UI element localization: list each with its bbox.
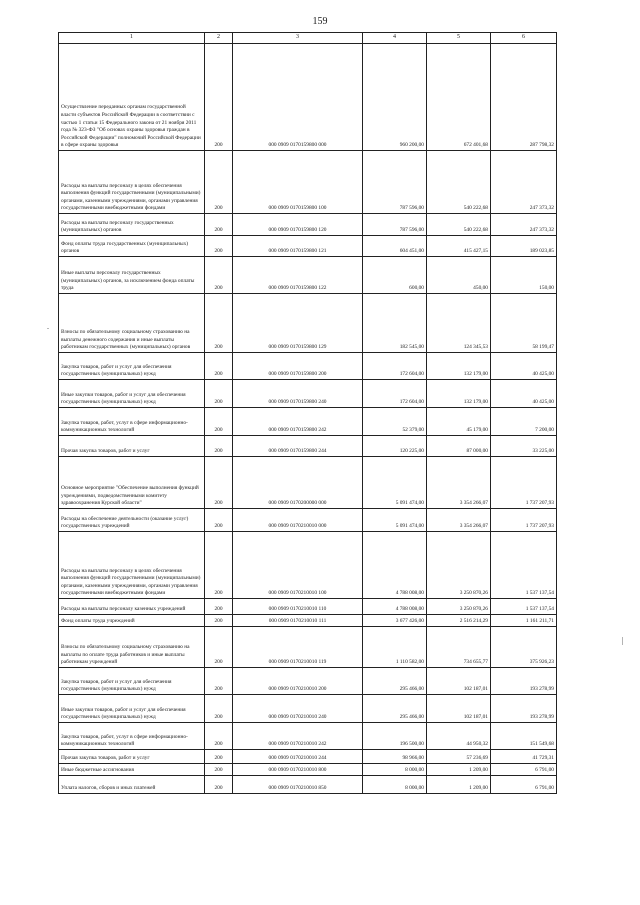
row-unexecuted-amount: 1 537 137,54 — [491, 599, 557, 615]
table-row — [59, 668, 557, 695]
row-classification-code: 000 0909 0170210010 000 — [233, 509, 363, 532]
row-approved-amount: 196 500,00 — [363, 723, 427, 750]
row-name: Уплата налогов, сборов и иных платежей — [59, 776, 205, 794]
row-unexecuted-amount: 1 737 207,93 — [491, 509, 557, 532]
row-executed-amount: 3 250 870,26 — [427, 532, 491, 599]
row-line-code: 200 — [205, 44, 233, 151]
row-unexecuted-amount: 151 549,68 — [491, 723, 557, 750]
column-header: 6 — [491, 33, 557, 44]
table-row — [59, 436, 557, 457]
row-executed-amount: 102 187,01 — [427, 668, 491, 695]
row-unexecuted-amount: 40 425,00 — [491, 353, 557, 380]
row-executed-amount: 3 250 870,26 — [427, 599, 491, 615]
row-approved-amount: 787 596,00 — [363, 151, 427, 214]
row-line-code: 200 — [205, 436, 233, 457]
row-unexecuted-amount: 1 537 137,54 — [491, 532, 557, 599]
table-row — [59, 457, 557, 509]
row-unexecuted-amount: 150,00 — [491, 257, 557, 294]
row-approved-amount: 98 966,00 — [363, 750, 427, 764]
page-number: 159 — [312, 16, 328, 27]
row-executed-amount: 672 401,68 — [427, 44, 491, 151]
row-line-code: 200 — [205, 599, 233, 615]
row-name: Иные бюджетные ассигнования — [59, 764, 205, 776]
table-row — [59, 353, 557, 380]
row-unexecuted-amount: 193 278,99 — [491, 695, 557, 723]
row-unexecuted-amount: 41 729,31 — [491, 750, 557, 764]
row-approved-amount: 8 000,00 — [363, 776, 427, 794]
row-classification-code: 000 0909 0170210010 119 — [233, 627, 363, 668]
row-executed-amount: 44 950,32 — [427, 723, 491, 750]
row-approved-amount: 5 091 474,00 — [363, 509, 427, 532]
row-name: Иные закупки товаров, работ и услуг для обеспечения государственных (муниципальных) нужд — [59, 695, 205, 723]
table-row — [59, 257, 557, 294]
row-classification-code: 000 0909 0170200000 000 — [233, 457, 363, 509]
row-approved-amount: 295 466,00 — [363, 668, 427, 695]
row-executed-amount: 57 236,69 — [427, 750, 491, 764]
row-unexecuted-amount: 287 798,32 — [491, 44, 557, 151]
row-executed-amount: 102 187,01 — [427, 695, 491, 723]
row-approved-amount: 4 788 008,00 — [363, 532, 427, 599]
row-unexecuted-amount: 1 161 211,71 — [491, 615, 557, 627]
row-approved-amount: 787 596,00 — [363, 214, 427, 236]
row-line-code: 200 — [205, 236, 233, 257]
row-executed-amount: 2 516 214,29 — [427, 615, 491, 627]
row-name: Расходы на выплаты персоналу в целях обеспечения выполнения функций государственными (муниципальными) органами, казенными учреждениями, органами управления государственными внебюджетными фондами — [59, 151, 205, 214]
row-line-code: 200 — [205, 353, 233, 380]
row-name: Расходы на выплаты персоналу в целях обеспечения выполнения функций государственными (муниципальными) органами, казенными учреждениями, органами управления государственными внебюджетными фондами — [59, 532, 205, 599]
row-line-code: 200 — [205, 214, 233, 236]
row-classification-code: 000 0909 0170159800 122 — [233, 257, 363, 294]
row-line-code: 200 — [205, 695, 233, 723]
row-approved-amount: 172 604,00 — [363, 353, 427, 380]
row-line-code: 200 — [205, 723, 233, 750]
row-classification-code: 000 0909 0170210010 200 — [233, 668, 363, 695]
row-name: Иные закупки товаров, работ и услуг для обеспечения государственных (муниципальных) нужд — [59, 380, 205, 408]
row-executed-amount: 124 345,53 — [427, 294, 491, 353]
row-approved-amount: 5 091 474,00 — [363, 457, 427, 509]
table-row — [59, 532, 557, 599]
row-line-code: 200 — [205, 380, 233, 408]
row-executed-amount: 1 209,00 — [427, 764, 491, 776]
row-name: Прочая закупка товаров, работ и услуг — [59, 750, 205, 764]
row-line-code: 200 — [205, 627, 233, 668]
column-header: 4 — [363, 33, 427, 44]
row-classification-code: 000 0909 0170210010 244 — [233, 750, 363, 764]
row-executed-amount: 3 354 266,07 — [427, 509, 491, 532]
row-unexecuted-amount: 375 926,23 — [491, 627, 557, 668]
row-classification-code: 000 0909 0170159800 100 — [233, 151, 363, 214]
margin-mark: . — [47, 322, 49, 331]
row-executed-amount: 3 354 266,07 — [427, 457, 491, 509]
table-row — [59, 695, 557, 723]
row-unexecuted-amount: 58 199,47 — [491, 294, 557, 353]
table-row — [59, 294, 557, 353]
row-approved-amount: 960 200,00 — [363, 44, 427, 151]
column-header: 5 — [427, 33, 491, 44]
row-approved-amount: 52 379,00 — [363, 408, 427, 436]
row-approved-amount: 295 466,00 — [363, 695, 427, 723]
row-approved-amount: 4 788 008,00 — [363, 599, 427, 615]
table-row — [59, 214, 557, 236]
row-name: Взносы по обязательному социальному страхованию на выплаты денежного содержания и иные выплаты работникам государственных (муниципальных) органов — [59, 294, 205, 353]
row-unexecuted-amount: 1 737 207,93 — [491, 457, 557, 509]
row-name: Закупка товаров, работ и услуг для обеспечения государственных (муниципальных) нужд — [59, 668, 205, 695]
row-classification-code: 000 0909 0170210010 111 — [233, 615, 363, 627]
row-classification-code: 000 0909 0170159800 200 — [233, 353, 363, 380]
column-header: 2 — [205, 33, 233, 44]
row-line-code: 200 — [205, 509, 233, 532]
row-name: Закупка товаров, работ и услуг для обеспечения государственных (муниципальных) нужд — [59, 353, 205, 380]
table-row — [59, 627, 557, 668]
row-approved-amount: 120 225,00 — [363, 436, 427, 457]
row-name: Осуществление переданных органам государственной власти субъектов Российской Федерации в соответствии с частью 1 статьи 15 Федерального закона от 21 ноября 2011 года № 323-ФЗ "Об основах охраны здоровья граждан в Российской Федерации" полномочий Российской Федерации в сфере охраны здоровья — [59, 44, 205, 151]
row-classification-code: 000 0909 0170159800 240 — [233, 380, 363, 408]
table-row — [59, 599, 557, 615]
row-line-code: 200 — [205, 750, 233, 764]
row-classification-code: 000 0909 0170210010 800 — [233, 764, 363, 776]
row-unexecuted-amount: 189 023,85 — [491, 236, 557, 257]
table-row — [59, 151, 557, 214]
row-classification-code: 000 0909 0170210010 100 — [233, 532, 363, 599]
row-unexecuted-amount: 247 373,32 — [491, 214, 557, 236]
row-classification-code: 000 0909 0170159800 120 — [233, 214, 363, 236]
row-executed-amount: 45 179,00 — [427, 408, 491, 436]
row-unexecuted-amount: 193 278,99 — [491, 668, 557, 695]
row-line-code: 200 — [205, 532, 233, 599]
row-line-code: 200 — [205, 457, 233, 509]
row-executed-amount: 1 209,00 — [427, 776, 491, 794]
row-name: Фонд оплаты труда государственных (муниципальных) органов — [59, 236, 205, 257]
row-name: Основное мероприятие "Обеспечение выполнения функций учреждениями, подведомственными комитету здравоохранения Курской области" — [59, 457, 205, 509]
row-name: Расходы на выплаты персоналу государственных (муниципальных) органов — [59, 214, 205, 236]
row-unexecuted-amount: 6 791,00 — [491, 764, 557, 776]
row-classification-code: 000 0909 0170159800 129 — [233, 294, 363, 353]
column-header: 3 — [233, 33, 363, 44]
table-row — [59, 750, 557, 764]
row-name: Взносы по обязательному социальному страхованию на выплаты по оплате труда работников и иные выплаты работникам учреждений — [59, 627, 205, 668]
column-number-header — [59, 33, 557, 44]
row-line-code: 200 — [205, 668, 233, 695]
row-name: Расходы на обеспечение деятельности (оказание услуг) государственных учреждений — [59, 509, 205, 532]
row-line-code: 200 — [205, 257, 233, 294]
row-name: Прочая закупка товаров, работ и услуг — [59, 436, 205, 457]
table-row — [59, 615, 557, 627]
row-classification-code: 000 0909 0170159800 000 — [233, 44, 363, 151]
row-line-code: 200 — [205, 151, 233, 214]
row-executed-amount: 450,00 — [427, 257, 491, 294]
row-name: Закупка товаров, работ, услуг в сфере информационно-коммуникационных технологий — [59, 408, 205, 436]
row-name: Фонд оплаты труда учреждений — [59, 615, 205, 627]
row-approved-amount: 182 545,00 — [363, 294, 427, 353]
table-row — [59, 509, 557, 532]
row-approved-amount: 3 677 426,00 — [363, 615, 427, 627]
row-approved-amount: 1 110 582,00 — [363, 627, 427, 668]
table-row — [59, 723, 557, 750]
row-classification-code: 000 0909 0170159800 121 — [233, 236, 363, 257]
row-unexecuted-amount: 247 373,32 — [491, 151, 557, 214]
row-executed-amount: 540 222,68 — [427, 214, 491, 236]
row-classification-code: 000 0909 0170210010 110 — [233, 599, 363, 615]
row-approved-amount: 604 451,00 — [363, 236, 427, 257]
row-approved-amount: 8 000,00 — [363, 764, 427, 776]
row-name: Закупка товаров, работ, услуг в сфере информационно-коммуникационных технологий — [59, 723, 205, 750]
row-classification-code: 000 0909 0170210010 242 — [233, 723, 363, 750]
row-approved-amount: 600,00 — [363, 257, 427, 294]
row-executed-amount: 132 179,00 — [427, 380, 491, 408]
row-classification-code: 000 0909 0170210010 240 — [233, 695, 363, 723]
table-row — [59, 380, 557, 408]
table-row — [59, 764, 557, 776]
row-unexecuted-amount: 6 791,00 — [491, 776, 557, 794]
column-header: 1 — [59, 33, 205, 44]
table-row — [59, 776, 557, 794]
table-row — [59, 408, 557, 436]
row-classification-code: 000 0909 0170159800 242 — [233, 408, 363, 436]
budget-execution-table — [58, 32, 557, 794]
row-unexecuted-amount: 33 225,00 — [491, 436, 557, 457]
table-row — [59, 44, 557, 151]
row-line-code: 200 — [205, 408, 233, 436]
table-row — [59, 236, 557, 257]
row-approved-amount: 172 604,00 — [363, 380, 427, 408]
row-executed-amount: 734 655,77 — [427, 627, 491, 668]
row-executed-amount: 540 222,68 — [427, 151, 491, 214]
row-line-code: 200 — [205, 294, 233, 353]
row-name: Расходы на выплаты персоналу казенных учреждений — [59, 599, 205, 615]
row-line-code: 200 — [205, 776, 233, 794]
row-classification-code: 000 0909 0170159800 244 — [233, 436, 363, 457]
row-line-code: 200 — [205, 764, 233, 776]
margin-mark: | — [622, 636, 624, 645]
row-executed-amount: 132 179,00 — [427, 353, 491, 380]
row-name: Иные выплаты персоналу государственных (муниципальных) органов, за исключением фонда оплаты труда — [59, 257, 205, 294]
row-line-code: 200 — [205, 615, 233, 627]
row-unexecuted-amount: 7 200,00 — [491, 408, 557, 436]
row-executed-amount: 87 000,00 — [427, 436, 491, 457]
row-unexecuted-amount: 40 425,00 — [491, 380, 557, 408]
row-executed-amount: 415 427,15 — [427, 236, 491, 257]
row-classification-code: 000 0909 0170210010 850 — [233, 776, 363, 794]
